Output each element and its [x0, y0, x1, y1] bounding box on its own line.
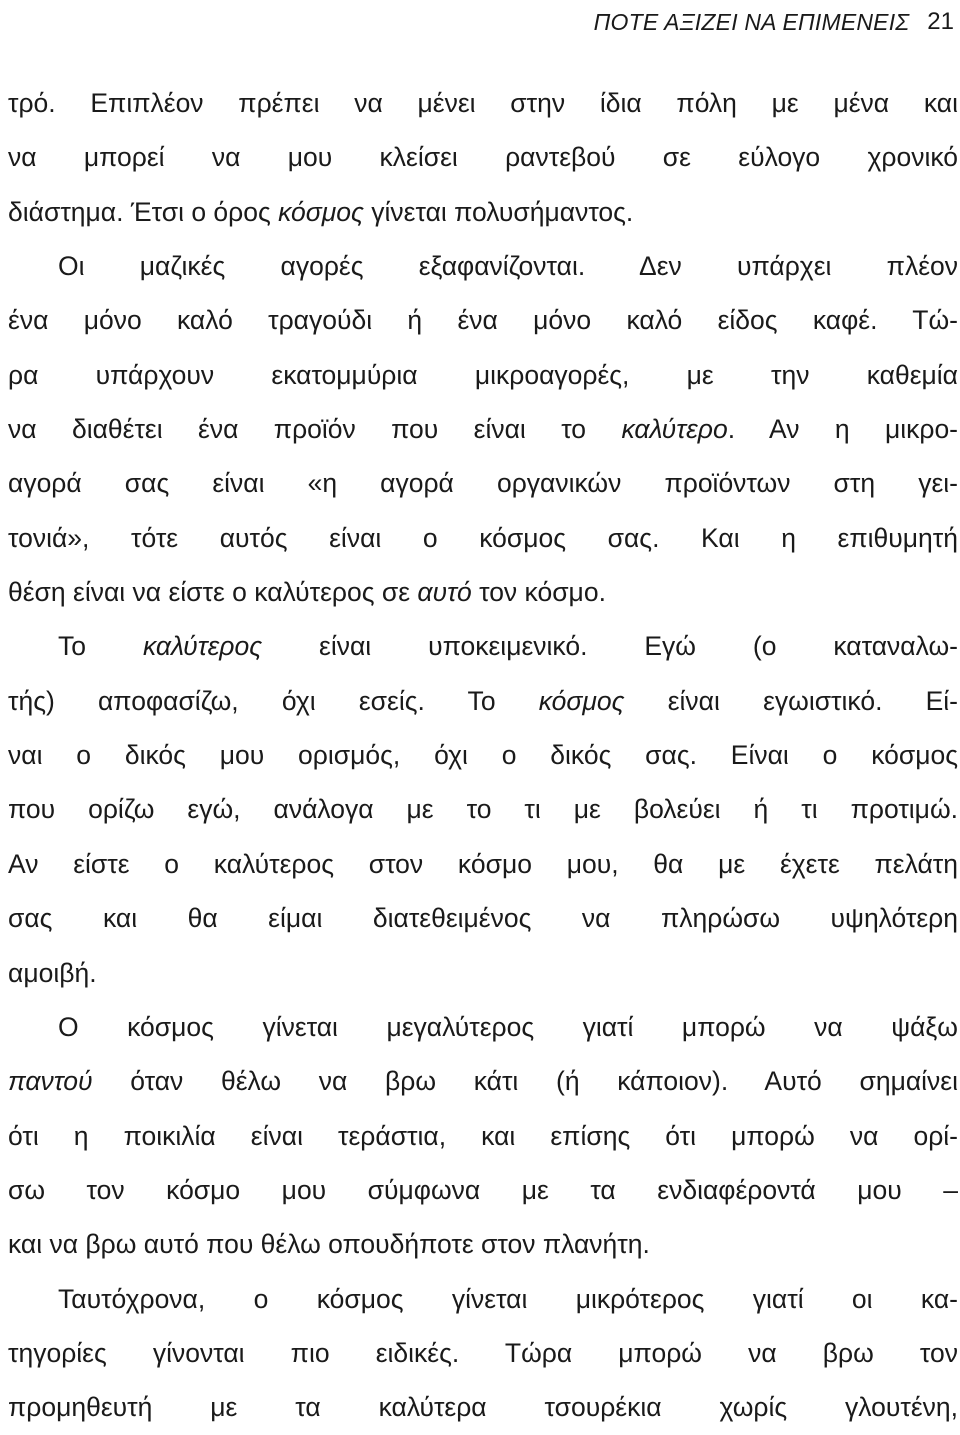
text-line: αμοιβή. — [8, 957, 97, 988]
emphasis: καλύτερος — [142, 631, 263, 662]
paragraph-first-line: Ο κόσμος γίνεται μεγαλύτερος γιατί μπορώ να ψάξω — [58, 1011, 958, 1042]
text-line: ρα υπάρχουν εκατομμύρια μικροαγορές, με την καθεμία — [8, 359, 958, 390]
text-line: ένα μόνο καλό τραγούδι ή ένα μόνο καλό είδος καφέ. Τώ- — [8, 305, 958, 336]
text-line: να μπορεί να μου κλείσει ραντεβού σε εύλογο χρονικό — [8, 142, 958, 173]
text-line: διάστημα. Έτσι ο όρος κόσμος γίνεται πολυσήμαντος. — [8, 196, 634, 227]
emphasis: κόσμος — [538, 685, 625, 716]
text-line: τονιά», τότε αυτός είναι ο κόσμος σας. Και η επιθυμητή — [8, 522, 958, 553]
text-line: σας και θα είμαι διατεθειμένος να πληρώσω υψηλότερη — [8, 903, 958, 934]
text-line: σω τον κόσμο μου σύμφωνα με τα ενδιαφέροντά μου – — [8, 1174, 958, 1205]
text-line: τηγορίες γίνονται πιο ειδικές. Τώρα μπορώ να βρω τον — [8, 1337, 958, 1368]
text-line: που ορίζω εγώ, ανάλογα με το τι με βολεύει ή τι προτιμώ. — [8, 794, 958, 825]
emphasis: αυτό — [417, 577, 472, 608]
text-line: προμηθευτή με τα καλύτερα τσουρέκια χωρίς γλουτένη, — [8, 1392, 958, 1423]
paragraph-first-line: Ταυτόχρονα, ο κόσμος γίνεται μικρότερος γιατί οι κα- — [58, 1283, 958, 1314]
text-line: να διαθέτει ένα προϊόν που είναι το καλύτερο. Αν η μικρο- — [8, 414, 958, 445]
emphasis: παντού — [8, 1066, 93, 1097]
text-line: θέση είναι να είστε ο καλύτερος σε αυτό τον κόσμο. — [8, 577, 606, 608]
text-line: ναι ο δικός μου ορισμός, όχι ο δικός σας. Είναι ο κόσμος — [8, 740, 958, 771]
paragraph-first-line: Οι μαζικές αγορές εξαφανίζονται. Δεν υπάρχει πλέον — [58, 251, 958, 282]
emphasis: καλύτερο — [621, 414, 728, 445]
page-number: 21 — [927, 8, 954, 35]
paragraph-first-line: Το καλύτερος είναι υποκειμενικό. Εγώ (ο καταναλω- — [58, 631, 958, 662]
text-line: και να βρω αυτό που θέλω οπουδήποτε στον πλανήτη. — [8, 1229, 650, 1260]
text-line: παντού όταν θέλω να βρω κάτι (ή κάποιον). Αυτό σημαίνει — [8, 1066, 958, 1097]
text-line: τής) αποφασίζω, όχι εσείς. Το κόσμος είναι εγωιστικό. Εί- — [8, 685, 958, 716]
body-text — [8, 76, 958, 1435]
running-header — [594, 0, 954, 44]
running-title: ΠΟΤΕ ΑΞΙΖΕΙ ΝΑ ΕΠΙΜΕΝΕΙΣ — [593, 8, 910, 35]
text-line: ότι η ποικιλία είναι τεράστια, και επίσης ότι μπορώ να ορί- — [8, 1120, 958, 1151]
text-line: Αν είστε ο καλύτερος στον κόσμο μου, θα με έχετε πελάτη — [8, 848, 958, 879]
text-line: τρό. Επιπλέον πρέπει να μένει στην ίδια πόλη με μένα και — [8, 88, 958, 118]
text-line: αγορά σας είναι «η αγορά οργανικών προϊόντων στη γει- — [8, 468, 958, 499]
emphasis: κόσμος — [278, 196, 364, 227]
